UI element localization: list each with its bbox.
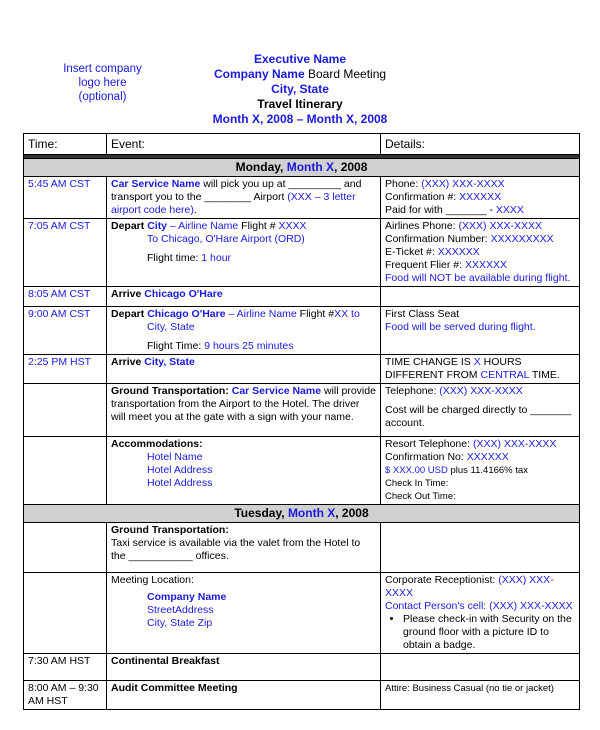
city-state: City, State: [271, 82, 329, 96]
col-details-header: Details:: [381, 134, 580, 155]
table-row: [24, 384, 580, 437]
row-event: Arrive Chicago O'Hare: [107, 287, 381, 307]
col-event-header: Event:: [107, 134, 381, 155]
row-event: Ground Transportation: Taxi service is available via the valet from the Hotel to the ___________ offices.: [107, 523, 381, 573]
row-details: Attire: Business Casual (no tie or jacket): [381, 681, 580, 710]
table-row: [24, 219, 580, 287]
row-details: Resort Telephone: (XXX) XXX-XXXX Confirmation No: XXXXXX $ XXX.00 USD plus 11.4166% tax Check In Time: Check Out Time:: [381, 437, 580, 505]
row-details: Telephone: (XXX) XXX-XXXX Cost will be charged directly to _______ account.: [381, 384, 580, 437]
row-time: 8:00 AM – 9:30 AM HST: [24, 681, 107, 710]
table-row: [24, 681, 580, 710]
row-details: Airlines Phone: (XXX) XXX-XXXX Confirmation Number: XXXXXXXXX E-Ticket #: XXXXXX Frequent Flier #: XXXXXX Food will NOT be available during flight.: [381, 219, 580, 287]
day-weekday: Monday,: [235, 160, 287, 174]
table-row: [24, 437, 580, 505]
col-time-header: Time:: [24, 134, 107, 155]
itinerary-table: [23, 133, 580, 710]
row-details: TIME CHANGE IS X HOURS DIFFERENT FROM CENTRAL TIME.: [381, 355, 580, 384]
day-date: Month X: [287, 506, 336, 520]
row-event: Audit Committee Meeting: [107, 681, 381, 710]
logo-line-3: (optional): [78, 91, 127, 103]
day-row-monday: [24, 159, 580, 177]
row-details: Corporate Receptionist: (XXX) XXX-XXXX Contact Person's cell: (XXX) XXX-XXXX • Please check-in with Security on the ground floor with a picture ID to obtain a badge.: [381, 573, 580, 654]
row-event: Meeting Location: Company Name StreetAddress City, State Zip: [107, 573, 381, 654]
table-row: [24, 573, 580, 654]
row-time: [24, 384, 107, 437]
row-time: [24, 523, 107, 573]
table-row: [24, 177, 580, 219]
executive-name: Executive Name: [253, 52, 347, 66]
row-event: Continental Breakfast: [107, 654, 381, 681]
meeting-title: [190, 67, 410, 82]
row-details: First Class Seat Food will be served during flight.: [381, 307, 580, 355]
row-event: Accommodations: Hotel Name Hotel Address Hotel Address: [107, 437, 381, 505]
day-year: , 2008: [334, 160, 368, 174]
board-meeting-label: Board Meeting: [304, 67, 387, 81]
table-row: [24, 307, 580, 355]
company-logo-placeholder: [55, 62, 150, 104]
row-event: Car Service Name will pick you up at _________ and transport you to the ________ Airport (XXX – 3 letter airport code here).: [107, 177, 381, 219]
day-date: Month X: [286, 160, 335, 174]
row-event: Depart Chicago O'Hare – Airline Name Flight #XX to City, State Flight Time: 9 hours 25 minutes: [107, 307, 381, 355]
table-row: [24, 654, 580, 681]
row-details: [381, 287, 580, 307]
row-time: [24, 573, 107, 654]
company-name: Company Name: [213, 67, 305, 81]
row-details: [381, 523, 580, 573]
day-row-tuesday: [24, 505, 580, 523]
table-row: [24, 355, 580, 384]
row-details: Phone: (XXX) XXX-XXXX Confirmation #: XXXXXX Paid for with _______ - XXXX: [381, 177, 580, 219]
row-event: Ground Transportation: Car Service Name will provide transportation from the Airport to the Hotel. The driver will meet you at the gate with a sign with your name.: [107, 384, 381, 437]
row-time: 8:05 AM CST: [24, 287, 107, 307]
row-time: [24, 437, 107, 505]
row-details: [381, 654, 580, 681]
row-time: 5:45 AM CST: [24, 177, 107, 219]
logo-line-1: Insert company: [63, 63, 142, 75]
date-range: Month X, 2008 – Month X, 2008: [212, 112, 388, 126]
day-weekday: Tuesday,: [234, 506, 288, 520]
day-year: , 2008: [335, 506, 369, 520]
itinerary-title: Travel Itinerary: [257, 97, 343, 111]
row-time: 7:30 AM HST: [24, 654, 107, 681]
document-header: [190, 52, 410, 127]
row-time: 2:25 PM HST: [24, 355, 107, 384]
logo-line-2: logo here: [78, 77, 127, 89]
row-time: 9:00 AM CST: [24, 307, 107, 355]
table-row: [24, 523, 580, 573]
row-event: Arrive City, State: [107, 355, 381, 384]
table-header-row: [24, 134, 580, 155]
row-time: 7:05 AM CST: [24, 219, 107, 287]
row-event: Depart City – Airline Name Flight # XXXX To Chicago, O'Hare Airport (ORD) Flight time: 1 hour: [107, 219, 381, 287]
table-row: [24, 287, 580, 307]
